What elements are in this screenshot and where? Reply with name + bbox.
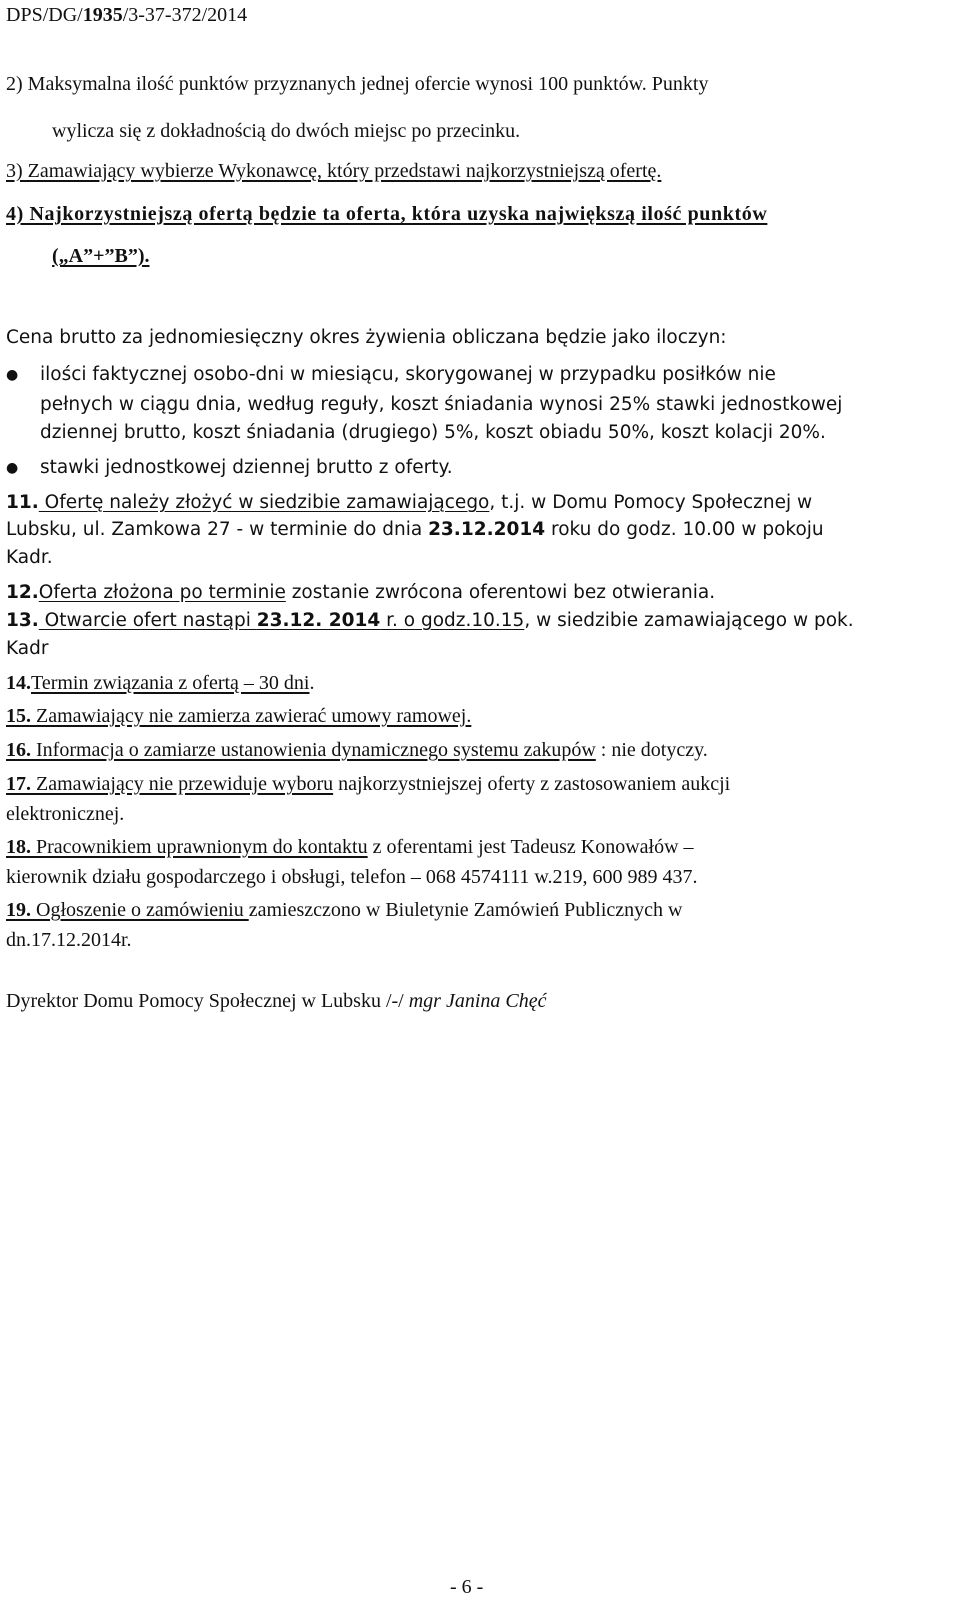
section-15: 15. Zamawiający nie zamierza zawierać umowy ramowej. <box>6 705 472 727</box>
document-code: DPS/DG/1935/3-37-372/2014 <box>6 4 248 26</box>
point-4-line-2: („A”+”B”). <box>52 245 150 267</box>
section-11-line-2: Lubsku, ul. Zamkowa 27 - w terminie do dnia 23.12.2014 roku do godz. 10.00 w pokoju <box>6 519 824 540</box>
bullet-1: ● <box>6 367 19 383</box>
point-2-line-2: wylicza się z dokładnością do dwóch miejsc po przecinku. <box>52 120 521 142</box>
section-17-line-1: 17. Zamawiający nie przewiduje wyboru najkorzystniejszej oferty z zastosowaniem aukcji <box>6 773 731 795</box>
section-13-line-2: Kadr <box>6 638 49 659</box>
section-19-line-2: dn.17.12.2014r. <box>6 929 132 951</box>
point-4-line-1: 4) Najkorzystniejszą ofertą będzie ta oferta, która uzyska największą ilość punktów <box>6 203 768 225</box>
bullet-1-line-2: pełnych w ciągu dnia, według reguły, koszt śniadania wynosi 25% stawki jednostkowej <box>40 394 843 415</box>
page-number: - 6 - <box>450 1576 484 1598</box>
bullet-1-line-3: dziennej brutto, koszt śniadania (drugiego) 5%, koszt obiadu 50%, koszt kolacji 20%. <box>40 422 826 443</box>
section-18-line-2: kierownik działu gospodarczego i obsługi, telefon – 068 4574111 w.219, 600 989 437. <box>6 866 698 888</box>
section-19-line-1: 19. Ogłoszenie o zamówieniu zamieszczono w Biuletynie Zamówień Publicznych w <box>6 899 683 921</box>
section-11-line-3: Kadr. <box>6 547 53 568</box>
section-13-line-1: 13. Otwarcie ofert nastąpi 23.12. 2014 r. o godz.10.15, w siedzibie zamawiającego w pok. <box>6 610 854 631</box>
bullet-2: ● <box>6 460 19 476</box>
section-14: 14.Termin związania z ofertą – 30 dni. <box>6 672 315 694</box>
section-18-line-1: 18. Pracownikiem uprawnionym do kontaktu z oferentami jest Tadeusz Konowałów – <box>6 836 694 858</box>
signature: Dyrektor Domu Pomocy Społecznej w Lubsku /-/ mgr Janina Chęć <box>6 990 547 1012</box>
bullet-2-text: stawki jednostkowej dziennej brutto z oferty. <box>40 457 453 478</box>
point-3: 3) Zamawiający wybierze Wykonawcę, który przedstawi najkorzystniejszą ofertę. <box>6 160 662 182</box>
price-intro: Cena brutto za jednomiesięczny okres żywienia obliczana będzie jako iloczyn: <box>6 327 727 348</box>
section-12: 12.Oferta złożona po terminie zostanie zwrócona oferentowi bez otwierania. <box>6 582 716 603</box>
section-11-line-1: 11. Ofertę należy złożyć w siedzibie zamawiającego, t.j. w Domu Pomocy Społecznej w <box>6 492 813 513</box>
section-17-line-2: elektronicznej. <box>6 803 125 825</box>
section-16: 16. Informacja o zamiarze ustanowienia dynamicznego systemu zakupów : nie dotyczy. <box>6 739 708 761</box>
bullet-1-line-1: ilości faktycznej osobo-dni w miesiącu, skorygowanej w przypadku posiłków nie <box>40 364 776 385</box>
point-2-line-1: 2) Maksymalna ilość punktów przyznanych jednej ofercie wynosi 100 punktów. Punkty <box>6 73 709 95</box>
